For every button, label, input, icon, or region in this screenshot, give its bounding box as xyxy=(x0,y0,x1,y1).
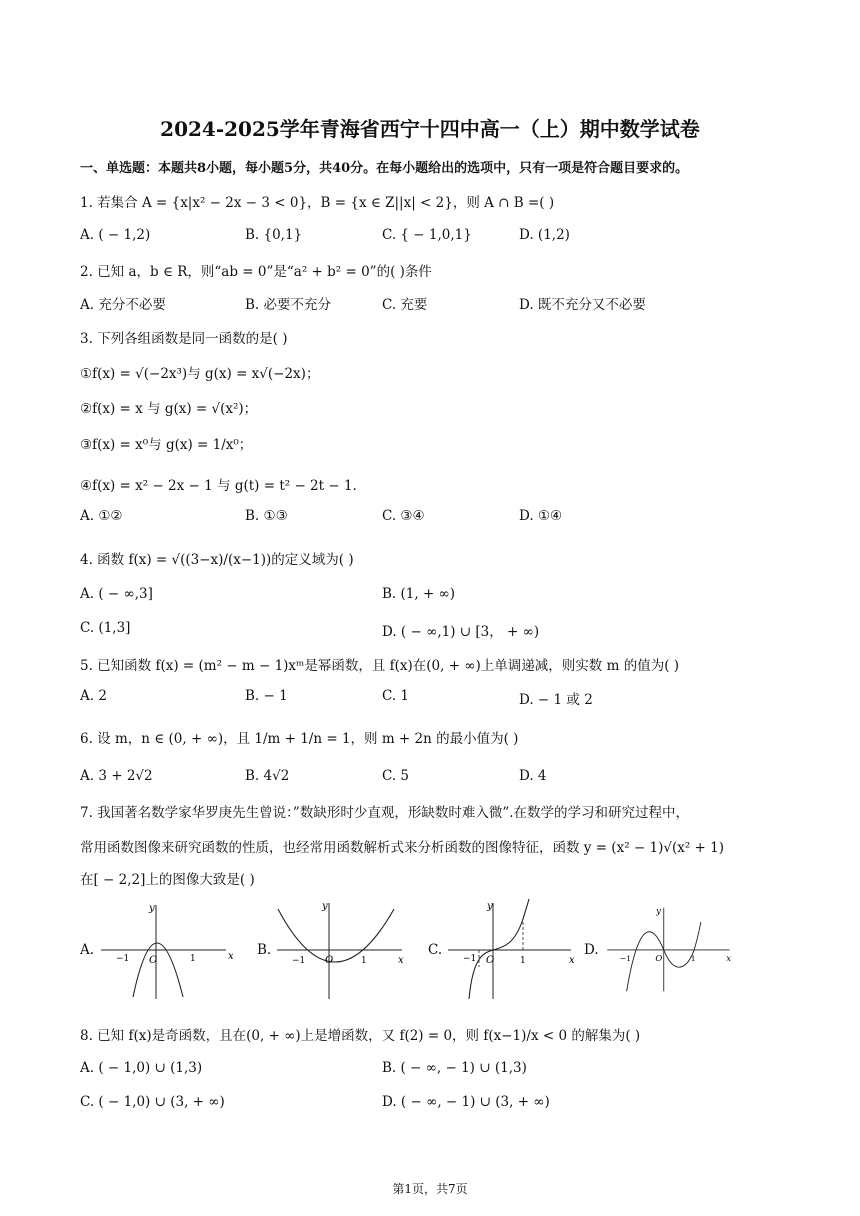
q5-option-a: A. 2 xyxy=(80,688,107,704)
q2-option-b: B. 必要不充分 xyxy=(245,297,332,313)
q2-option-c: C. 充要 xyxy=(382,297,428,313)
q1-option-a: A. ( − 1,2) xyxy=(80,227,151,243)
tick-1: 1 xyxy=(361,956,367,966)
page-footer: 第1页，共7页 xyxy=(392,1182,468,1196)
x-label: x xyxy=(726,952,731,963)
q6-option-c: C. 5 xyxy=(382,768,410,784)
q6-option-b: B. 4√2 xyxy=(245,768,290,784)
q3-option-d: D. ①④ xyxy=(519,508,563,524)
question-3-item-2: ②f(x) = x 与 g(x) = √(x²)； xyxy=(80,401,258,417)
q1-option-c: C. { − 1,0,1} xyxy=(382,227,472,243)
question-1-stem: 1. 若集合 A = {x|x² − 2x − 3 < 0}，B = {x ∈ Z||x| < 2}，则 A ∩ B =( ) xyxy=(80,195,555,211)
question-2-stem: 2. 已知 a，b ∈ R，则“ab = 0”是“a² + b² = 0”的( )条件 xyxy=(80,264,432,280)
curve xyxy=(278,909,394,962)
q5-option-b: B. − 1 xyxy=(245,688,288,704)
q2-option-a: A. 充分不必要 xyxy=(80,297,166,313)
q7-option-b: B. xyxy=(257,942,272,958)
tick-1: 1 xyxy=(690,953,696,963)
y-label: y xyxy=(487,901,493,912)
tick-neg1: −1 xyxy=(116,954,130,964)
origin-label: O xyxy=(655,952,663,963)
graph-option-c xyxy=(443,897,578,1002)
question-3-stem: 3. 下列各组函数是同一函数的是( ) xyxy=(80,331,288,347)
question-3-item-3: ③f(x) = x⁰与 g(x) = 1/x⁰； xyxy=(80,437,253,453)
origin-label: O xyxy=(325,955,334,966)
q8-option-b: B. ( − ∞, − 1) ∪ (1,3) xyxy=(382,1060,527,1076)
q4-option-d: D. ( − ∞,1) ∪ [3， + ∞) xyxy=(382,624,540,640)
question-3-item-4: ④f(x) = x² − 2x − 1 与 g(t) = t² − 2t − 1. xyxy=(80,478,357,494)
tick-neg1: −1 xyxy=(619,953,632,963)
graph-option-b xyxy=(272,897,407,1002)
question-4-stem: 4. 函数 f(x) = √((3−x)/(x−1))的定义域为( ) xyxy=(80,552,354,568)
question-7-stem-line-3: 在[ − 2,2]上的图像大致是( ) xyxy=(80,872,255,888)
question-6-stem: 6. 设 m，n ∈ (0, + ∞)，且 1/m + 1/n = 1，则 m + 2n 的最小值为( ) xyxy=(80,731,519,747)
q1-option-b: B. {0,1} xyxy=(245,227,303,243)
tick-neg1: −1 xyxy=(292,956,306,966)
q4-option-c: C. (1,3] xyxy=(80,620,131,636)
graph-option-d xyxy=(603,897,738,1002)
question-7-stem-line-1: 7. 我国著名数学家华罗庚先生曾说：”数缺形时少直观，形缺数时难入微”.在数学的学习和研究过程中， xyxy=(80,805,690,821)
q8-option-c: C. ( − 1,0) ∪ (3, + ∞) xyxy=(80,1094,225,1110)
question-3-item-1: ①f(x) = √(−2x³)与 g(x) = x√(−2x)； xyxy=(80,366,320,382)
tick-neg1: −1 xyxy=(463,954,477,964)
q5-option-d: D. − 1 或 2 xyxy=(519,692,593,708)
page-title: 2024-2025学年青海省西宁十四中高一（上）期中数学试卷 xyxy=(160,117,700,141)
tick-1: 1 xyxy=(190,954,196,964)
curve xyxy=(133,943,183,997)
y-label: y xyxy=(149,903,155,914)
q5-option-c: C. 1 xyxy=(382,688,410,704)
question-8-stem: 8. 已知 f(x)是奇函数，且在(0, + ∞)上是增函数，又 f(2) = 0，则 f(x−1)/x < 0 的解集为( ) xyxy=(80,1028,641,1044)
question-5-stem: 5. 已知函数 f(x) = (m² − m − 1)xᵐ是幂函数，且 f(x)在(0, + ∞)上单调递减，则实数 m 的值为( ) xyxy=(80,658,680,674)
curve xyxy=(469,899,529,999)
q8-option-a: A. ( − 1,0) ∪ (1,3) xyxy=(80,1060,203,1076)
q6-option-d: D. 4 xyxy=(519,768,547,784)
origin-label: O xyxy=(486,955,495,966)
x-label: x xyxy=(398,955,404,966)
q7-option-d: D. xyxy=(584,942,599,958)
q8-option-d: D. ( − ∞, − 1) ∪ (3, + ∞) xyxy=(382,1094,550,1110)
q6-option-a: A. 3 + 2√2 xyxy=(80,768,153,784)
y-label: y xyxy=(656,905,661,916)
q7-option-c: C. xyxy=(428,942,443,958)
x-label: x xyxy=(228,951,234,962)
x-label: x xyxy=(569,955,575,966)
q4-option-b: B. (1, + ∞) xyxy=(382,586,456,602)
tick-1: 1 xyxy=(520,956,526,966)
section-heading: 一、单选题：本题共8小题，每小题5分，共40分。在每小题给出的选项中，只有一项是符合题目要求的。 xyxy=(80,161,689,176)
q2-option-d: D. 既不充分又不必要 xyxy=(519,297,646,313)
y-label: y xyxy=(322,901,328,912)
origin-label: O xyxy=(149,955,158,966)
question-7-stem-line-2: 常用函数图像来研究函数的性质，也经常用函数解析式来分析函数的图像特征，函数 y = (x² − 1)√(x² + 1) xyxy=(80,840,724,856)
q3-option-a: A. ①② xyxy=(80,508,123,524)
q3-option-b: B. ①③ xyxy=(245,508,288,524)
q7-option-a: A. xyxy=(80,942,95,958)
q4-option-a: A. ( − ∞,3] xyxy=(80,586,153,602)
q3-option-c: C. ③④ xyxy=(382,508,425,524)
q1-option-d: D. (1,2) xyxy=(519,227,570,243)
graph-option-a xyxy=(96,897,234,1002)
